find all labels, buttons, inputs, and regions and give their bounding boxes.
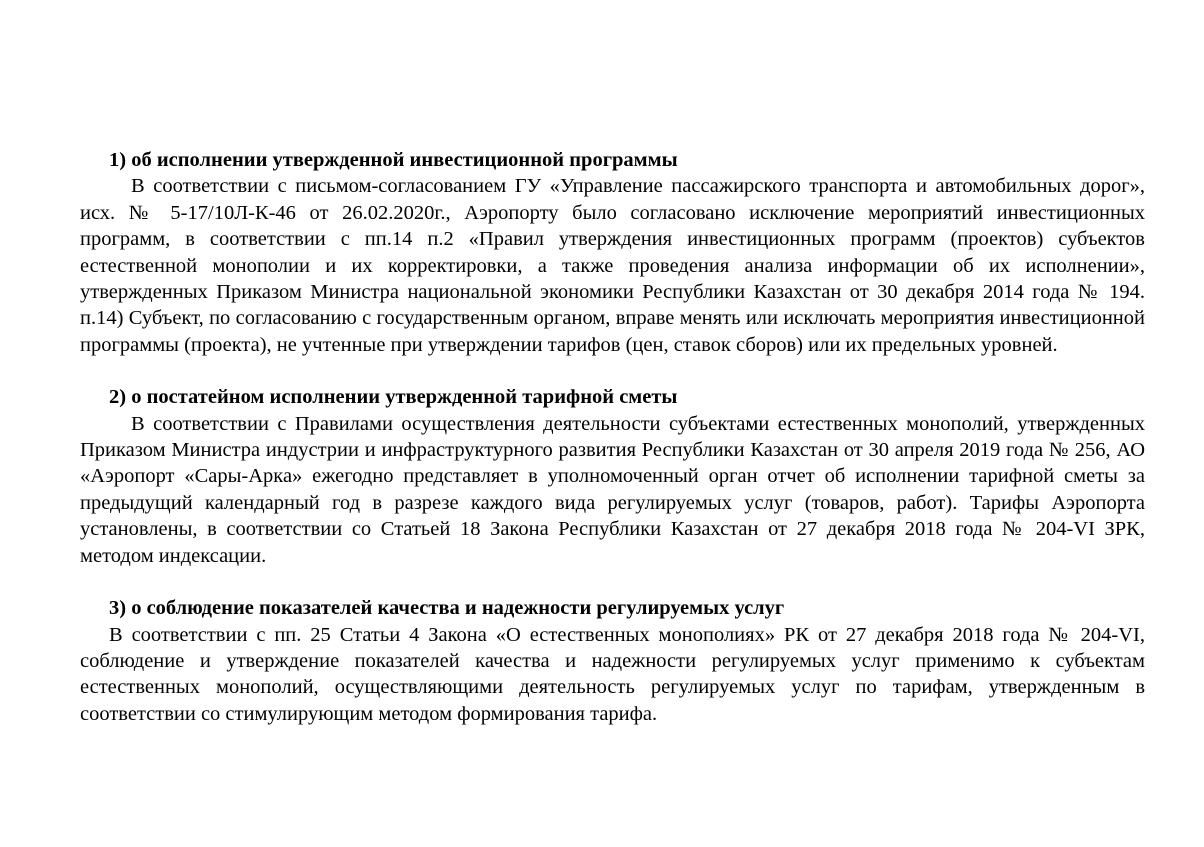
- section-paragraph: В соответствии с письмом-согласованием ГУ «Управление пассажирского транспорта и автомобильных дорог», исх. № 5-17/10Л-К-46 от 26.02.2020г., Аэропорту было согласовано исключение мероприятий инвестиционных программ, в соответствии с пп.14 п.2 «Правил утверждения инвестиционных программ (проектов) субъектов естественной монополии и их корректировки, а также проведения анализа информации об их исполнении», утвержденных Приказом Министра национальной экономики Республики Казахстан от 30 декабря 2014 года № 194. п.14) Субъект, по согласованию с государственным органом, вправе менять или исключать мероприятия инвестиционной программы (проекта), не учтенные при утверждении тарифов (цен, ставок сборов) или их предельных уровней.: [80, 175, 1145, 356]
- section-paragraph: В соответствии с пп. 25 Статьи 4 Закона «О естественных монополиях» РК от 27 декабря 2018 года № 204-VI, соблюдение и утверждение показателей качества и надежности регулируемых услуг применимо к субъектам естественных монополий, осуществляющими деятельность регулируемых услуг по тарифам, утвержденным в соответствии со стимулирующим методом формирования тарифа.: [80, 623, 1145, 725]
- section-investment-program: [80, 147, 1145, 358]
- section-tariff-estimate: [80, 384, 1145, 569]
- section-heading: 3) о соблюдение показателей качества и надежности регулируемых услуг: [109, 597, 785, 620]
- section-heading: 2) о постатейном исполнении утвержденной тарифной сметы: [109, 386, 678, 409]
- section-paragraph: В соответствии с Правилами осуществления деятельности субъектами естественных монополий, утвержденных Приказом Министра индустрии и инфраструктурного развития Республики Казахстан от 30 апреля 2019 года № 256, АО «Аэропорт «Сары-Арка» ежегодно представляет в уполномоченный орган отчет об исполнении тарифной сметы за предыдущий календарный год в разрезе каждого вида регулируемых услуг (товаров, работ). Тарифы Аэропорта установлены, в соответствии со Статьей 18 Закона Республики Казахстан от 27 декабря 2018 года № 204-VI ЗРК, методом индексации.: [80, 412, 1145, 567]
- section-quality-indicators: [80, 595, 1145, 727]
- document-page: [80, 147, 1145, 727]
- section-heading: 1) об исполнении утвержденной инвестиционной программы: [109, 149, 678, 171]
